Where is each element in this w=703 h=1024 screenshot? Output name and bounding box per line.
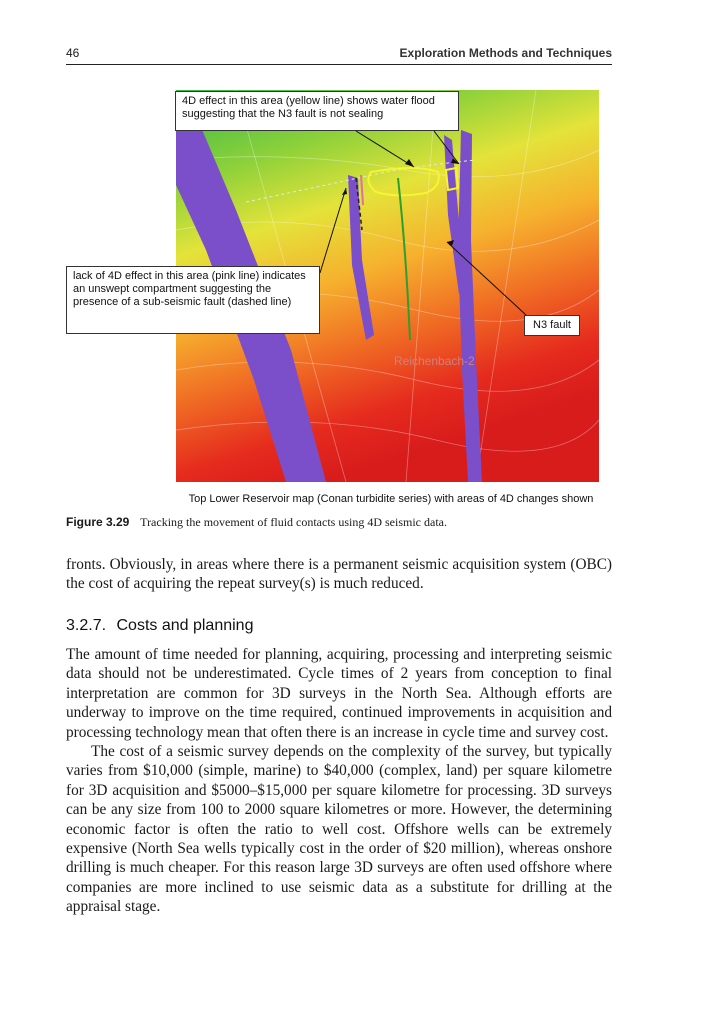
- well-label: Reichenbach-2: [394, 354, 475, 368]
- callout-water-flood: 4D effect in this area (yellow line) shows water flood suggesting that the N3 fault is not sealing: [175, 91, 459, 131]
- callout-unswept-compartment: lack of 4D effect in this area (pink line) indicates an unswept compartment suggesting the presence of a sub-seismic fault (dashed line): [66, 266, 320, 334]
- running-title: Exploration Methods and Techniques: [399, 46, 612, 60]
- page-number: 46: [66, 46, 80, 60]
- map-caption: Top Lower Reservoir map (Conan turbidite series) with areas of 4D changes shown: [188, 493, 594, 505]
- paragraph: The amount of time needed for planning, acquiring, processing and interpreting seismic data should not be underestimated. Cycle times of 2 years from conception to final interpretation are common for 3D surveys in the North Sea. Although efforts are underway to improve on the time required, continued improvements in acquisition and processing technology mean that often there is an increase in cycle time and survey cost.: [66, 646, 612, 741]
- figure-caption: [66, 515, 612, 530]
- section-heading: [66, 617, 253, 635]
- section-title: Costs and planning: [116, 617, 254, 634]
- paragraph: The cost of a seismic survey depends on the complexity of the survey, but typically varies from $10,000 (simple, marine) to $40,000 (complex, land) per square kilometre for 3D acquisition and $5000–$15,000 per square kilometre for processing. 3D surveys can be any size from 100 to 2000 square kilometres or more. However, the determining economic factor is often the ratio to well cost. Offshore wells can be extremely expensive (North Sea wells typically cost in the order of $20 million), whereas onshore drilling is much cheaper. For this reason large 3D surveys are often used offshore where companies are more inclined to use seismic data as a substitute for drilling at the appraisal stage.: [66, 743, 612, 916]
- figure-caption-text: Tracking the movement of fluid contacts using 4D seismic data.: [140, 515, 447, 529]
- callout-n3-fault: N3 fault: [524, 315, 580, 336]
- paragraph: fronts. Obviously, in areas where there is a permanent seismic acquisition system (OBC) the cost of acquiring the repeat survey(s) is much reduced.: [66, 556, 612, 593]
- figure-label: Figure 3.29: [66, 515, 130, 529]
- section-number: 3.2.7.: [66, 617, 107, 634]
- running-header: [66, 44, 612, 65]
